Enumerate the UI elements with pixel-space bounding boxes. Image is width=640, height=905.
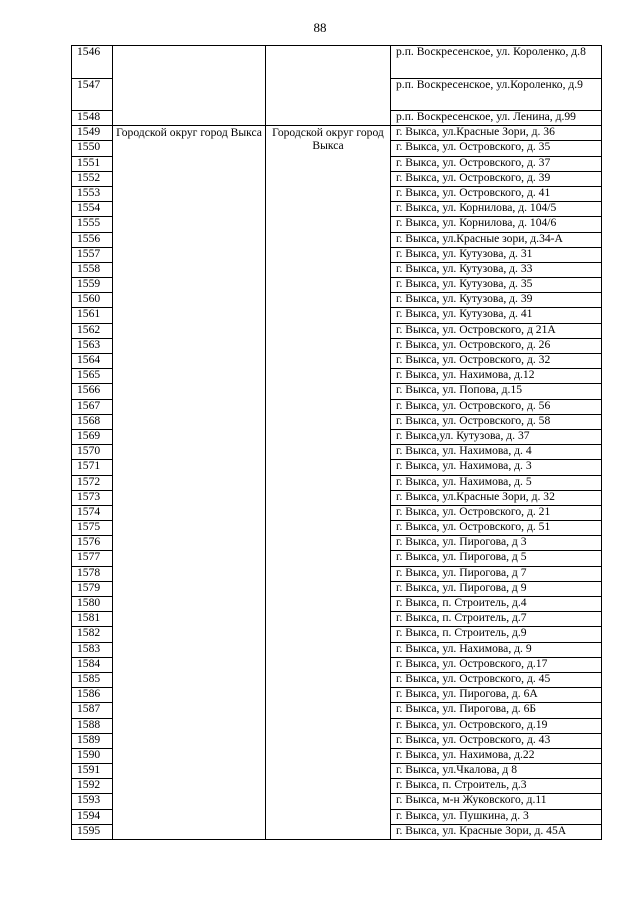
address-cell: г. Выкса, ул. Нахимова, д.12 [391, 369, 602, 384]
address-cell: г. Выкса, ул. Островского, д. 41 [391, 186, 602, 201]
address-cell: г. Выкса, ул. Островского, д. 26 [391, 338, 602, 353]
address-cell: г. Выкса, ул. Пирогова, д. 6Б [391, 703, 602, 718]
row-number: 1565 [72, 369, 113, 384]
row-number: 1567 [72, 399, 113, 414]
address-table [71, 45, 602, 840]
row-number: 1552 [72, 171, 113, 186]
row-number: 1593 [72, 794, 113, 809]
table-row [72, 46, 602, 79]
row-number: 1549 [72, 126, 113, 141]
address-cell: г. Выкса, ул.Красные зори, д.34-А [391, 232, 602, 247]
address-cell: г. Выкса, ул. Попова, д.15 [391, 384, 602, 399]
address-cell: г. Выкса, ул. Корнилова, д. 104/6 [391, 217, 602, 232]
row-number: 1585 [72, 672, 113, 687]
row-number: 1594 [72, 809, 113, 824]
address-cell: г. Выкса, ул. Нахимова, д. 5 [391, 475, 602, 490]
address-cell: г. Выкса, ул. Пирогова, д. 6А [391, 688, 602, 703]
row-number: 1572 [72, 475, 113, 490]
address-cell: г. Выкса, ул. Островского, д. 35 [391, 141, 602, 156]
row-number: 1574 [72, 505, 113, 520]
address-cell: г. Выкса, ул.Красные Зори, д. 32 [391, 490, 602, 505]
row-number: 1561 [72, 308, 113, 323]
address-cell: г. Выкса, ул. Корнилова, д. 104/5 [391, 202, 602, 217]
row-number: 1553 [72, 186, 113, 201]
address-cell: г. Выкса, ул. Красные Зори, д. 45А [391, 824, 602, 839]
address-cell: г. Выкса, ул. Островского, д 21А [391, 323, 602, 338]
page-number: 88 [313, 20, 327, 35]
address-cell: г. Выкса, ул. Кутузова, д. 33 [391, 262, 602, 277]
address-cell: г. Выкса, ул. Островского, д. 56 [391, 399, 602, 414]
address-cell: г. Выкса, ул. Островского, д.19 [391, 718, 602, 733]
row-number: 1575 [72, 521, 113, 536]
row-number: 1590 [72, 748, 113, 763]
address-cell: г. Выкса, п. Строитель, д.9 [391, 627, 602, 642]
address-cell: г. Выкса, п. Строитель, д.7 [391, 612, 602, 627]
address-cell: г. Выкса, ул. Островского, д. 45 [391, 672, 602, 687]
row-number: 1566 [72, 384, 113, 399]
row-number: 1589 [72, 733, 113, 748]
address-cell: г. Выкса, ул.Чкалова, д 8 [391, 764, 602, 779]
row-number: 1581 [72, 612, 113, 627]
district-cell: Городской округ город Выкса [266, 126, 391, 840]
empty-cell [266, 46, 391, 126]
row-number: 1584 [72, 657, 113, 672]
address-cell: г. Выкса, ул. Пирогова, д 5 [391, 551, 602, 566]
address-cell: г. Выкса, ул. Островского, д. 43 [391, 733, 602, 748]
address-cell: г. Выкса, ул. Островского, д. 58 [391, 414, 602, 429]
address-cell: г. Выкса, ул. Нахимова, д.22 [391, 748, 602, 763]
row-number: 1548 [72, 111, 113, 126]
address-cell: г. Выкса, ул. Пирогова, д 9 [391, 581, 602, 596]
row-number: 1562 [72, 323, 113, 338]
table-row [72, 126, 602, 141]
row-number: 1586 [72, 688, 113, 703]
address-cell: г. Выкса, ул. Кутузова, д. 41 [391, 308, 602, 323]
row-number: 1559 [72, 278, 113, 293]
address-cell: г. Выкса, ул. Островского, д. 32 [391, 354, 602, 369]
address-cell: г. Выкса, ул.Красные Зори, д. 36 [391, 126, 602, 141]
address-cell: г. Выкса, ул. Кутузова, д. 35 [391, 278, 602, 293]
row-number: 1550 [72, 141, 113, 156]
address-cell: г. Выкса, ул. Кутузова, д. 39 [391, 293, 602, 308]
row-number: 1557 [72, 247, 113, 262]
address-cell: г. Выкса, п. Строитель, д.4 [391, 597, 602, 612]
row-number: 1582 [72, 627, 113, 642]
address-cell: г. Выкса, п. Строитель, д.3 [391, 779, 602, 794]
row-number: 1588 [72, 718, 113, 733]
address-table-body [72, 46, 602, 840]
row-number: 1580 [72, 597, 113, 612]
row-number: 1595 [72, 824, 113, 839]
address-cell: г. Выкса, ул. Пушкина, д. 3 [391, 809, 602, 824]
row-number: 1591 [72, 764, 113, 779]
row-number: 1547 [72, 78, 113, 111]
row-number: 1546 [72, 46, 113, 79]
address-cell: г. Выкса, м-н Жуковского, д.11 [391, 794, 602, 809]
row-number: 1578 [72, 566, 113, 581]
address-cell: г. Выкса, ул. Нахимова, д. 9 [391, 642, 602, 657]
row-number: 1554 [72, 202, 113, 217]
address-cell: г. Выкса, ул. Кутузова, д. 31 [391, 247, 602, 262]
row-number: 1564 [72, 354, 113, 369]
municipality-cell: Городской округ город Выкса [113, 126, 266, 840]
address-cell: г. Выкса, ул. Нахимова, д. 3 [391, 460, 602, 475]
address-cell: г. Выкса, ул. Островского, д.17 [391, 657, 602, 672]
row-number: 1570 [72, 445, 113, 460]
address-cell: р.п. Воскресенское, ул. Короленко, д.8 [391, 46, 602, 79]
row-number: 1587 [72, 703, 113, 718]
row-number: 1579 [72, 581, 113, 596]
row-number: 1555 [72, 217, 113, 232]
row-number: 1576 [72, 536, 113, 551]
row-number: 1573 [72, 490, 113, 505]
address-cell: г. Выкса, ул. Нахимова, д. 4 [391, 445, 602, 460]
address-cell: г. Выкса, ул. Пирогова, д 3 [391, 536, 602, 551]
address-cell: г. Выкса,ул. Кутузова, д. 37 [391, 429, 602, 444]
address-cell: г. Выкса, ул. Островского, д. 21 [391, 505, 602, 520]
row-number: 1569 [72, 429, 113, 444]
row-number: 1556 [72, 232, 113, 247]
address-cell: р.п. Воскресенское, ул. Ленина, д.99 [391, 111, 602, 126]
row-number: 1560 [72, 293, 113, 308]
row-number: 1551 [72, 156, 113, 171]
address-cell: г. Выкса, ул. Островского, д. 51 [391, 521, 602, 536]
row-number: 1592 [72, 779, 113, 794]
address-cell: р.п. Воскресенское, ул.Короленко, д.9 [391, 78, 602, 111]
address-cell: г. Выкса, ул. Островского, д. 39 [391, 171, 602, 186]
row-number: 1568 [72, 414, 113, 429]
row-number: 1558 [72, 262, 113, 277]
address-cell: г. Выкса, ул. Островского, д. 37 [391, 156, 602, 171]
empty-cell [113, 46, 266, 126]
row-number: 1577 [72, 551, 113, 566]
row-number: 1571 [72, 460, 113, 475]
row-number: 1563 [72, 338, 113, 353]
row-number: 1583 [72, 642, 113, 657]
address-cell: г. Выкса, ул. Пирогова, д 7 [391, 566, 602, 581]
